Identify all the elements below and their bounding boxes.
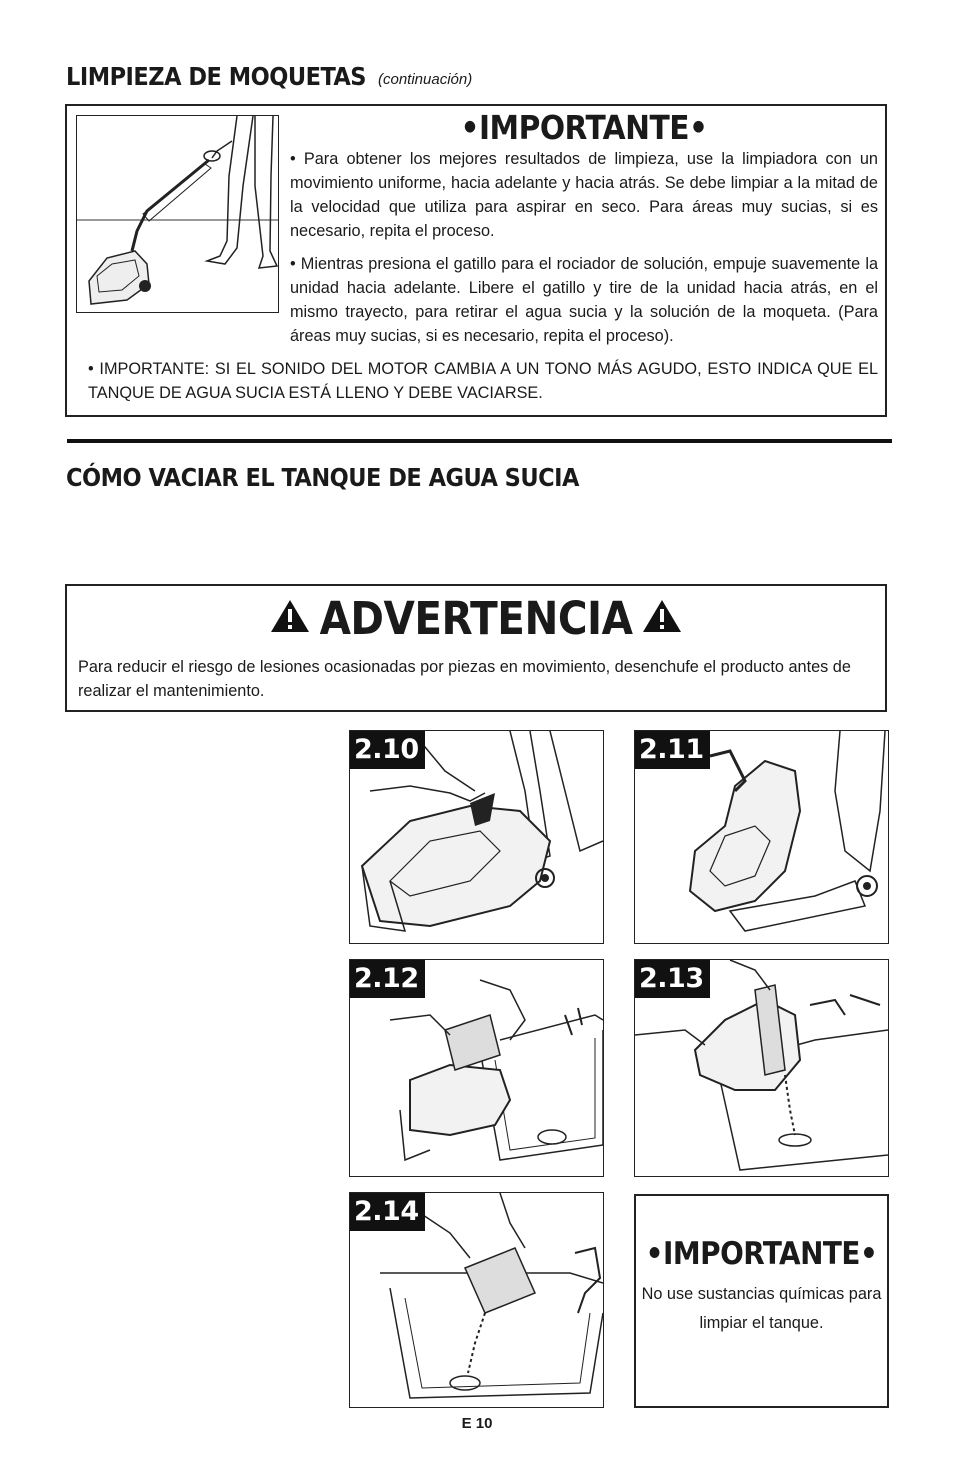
warning-title	[65, 592, 887, 649]
warning-text: Para reducir el riesgo de lesiones ocasionadas por piezas en movimiento, desenchufe el producto antes de realizar el mantenimiento.	[78, 658, 851, 700]
figure-number-badge: 2.10	[350, 731, 425, 769]
figure-number-badge: 2.11	[635, 731, 710, 769]
figure-number-badge: 2.14	[350, 1193, 425, 1231]
figure-2-10	[349, 730, 604, 944]
section-subheading: (continuación)	[378, 71, 473, 88]
section-heading-empty-tank: CÓMO VACIAR EL TANQUE DE AGUA SUCIA	[66, 463, 579, 492]
figure-2-12	[349, 959, 604, 1177]
important-bullet-3: • IMPORTANTE: SI EL SONIDO DEL MOTOR CAMBIA A UN TONO MÁS AGUDO, ESTO INDICA QUE EL TANQUE DE AGUA SUCIA ESTÁ LLENO Y DEBE VACIARSE.	[88, 360, 878, 402]
section-divider	[67, 439, 892, 443]
illustration-person-using-cleaner	[76, 115, 279, 313]
figure-2-11	[634, 730, 889, 944]
important-bullet-2: • Mientras presiona el gatillo para el rociador de solución, empuje suavemente la unidad hacia adelante. Libere el gatillo y tire de la unidad hacia atrás, en el mismo trayecto, para retirar el agua sucia y la solución de la moqueta. (Para áreas muy sucias, si es necesario, repita el proceso).	[290, 255, 878, 345]
page-number: E 10	[461, 1415, 493, 1432]
warning-title-text: ADVERTENCIA	[319, 592, 633, 645]
important-title: •IMPORTANTE•	[645, 1236, 878, 1272]
figure-2-14	[349, 1192, 604, 1408]
warning-triangle-icon	[270, 591, 310, 644]
figure-number-badge: 2.13	[635, 960, 710, 998]
important-title: •IMPORTANTE•	[460, 108, 708, 147]
section-heading-carpet-cleaning: LIMPIEZA DE MOQUETAS	[66, 62, 366, 91]
figure-number-badge: 2.12	[350, 960, 425, 998]
important-bullet-1: • Para obtener los mejores resultados de limpieza, use la limpiadora con un movimiento uniforme, hacia adelante y hacia atrás. Se debe limpiar a la mitad de la velocidad que utiliza para aspirar en seco. Para áreas muy sucias, si es necesario, repita el proceso.	[290, 150, 878, 240]
important-text: No use sustancias químicas para limpiar el tanque.	[641, 1285, 882, 1332]
figure-2-13	[634, 959, 889, 1177]
cleaner-illustration	[77, 116, 278, 312]
warning-triangle-icon	[642, 591, 682, 644]
